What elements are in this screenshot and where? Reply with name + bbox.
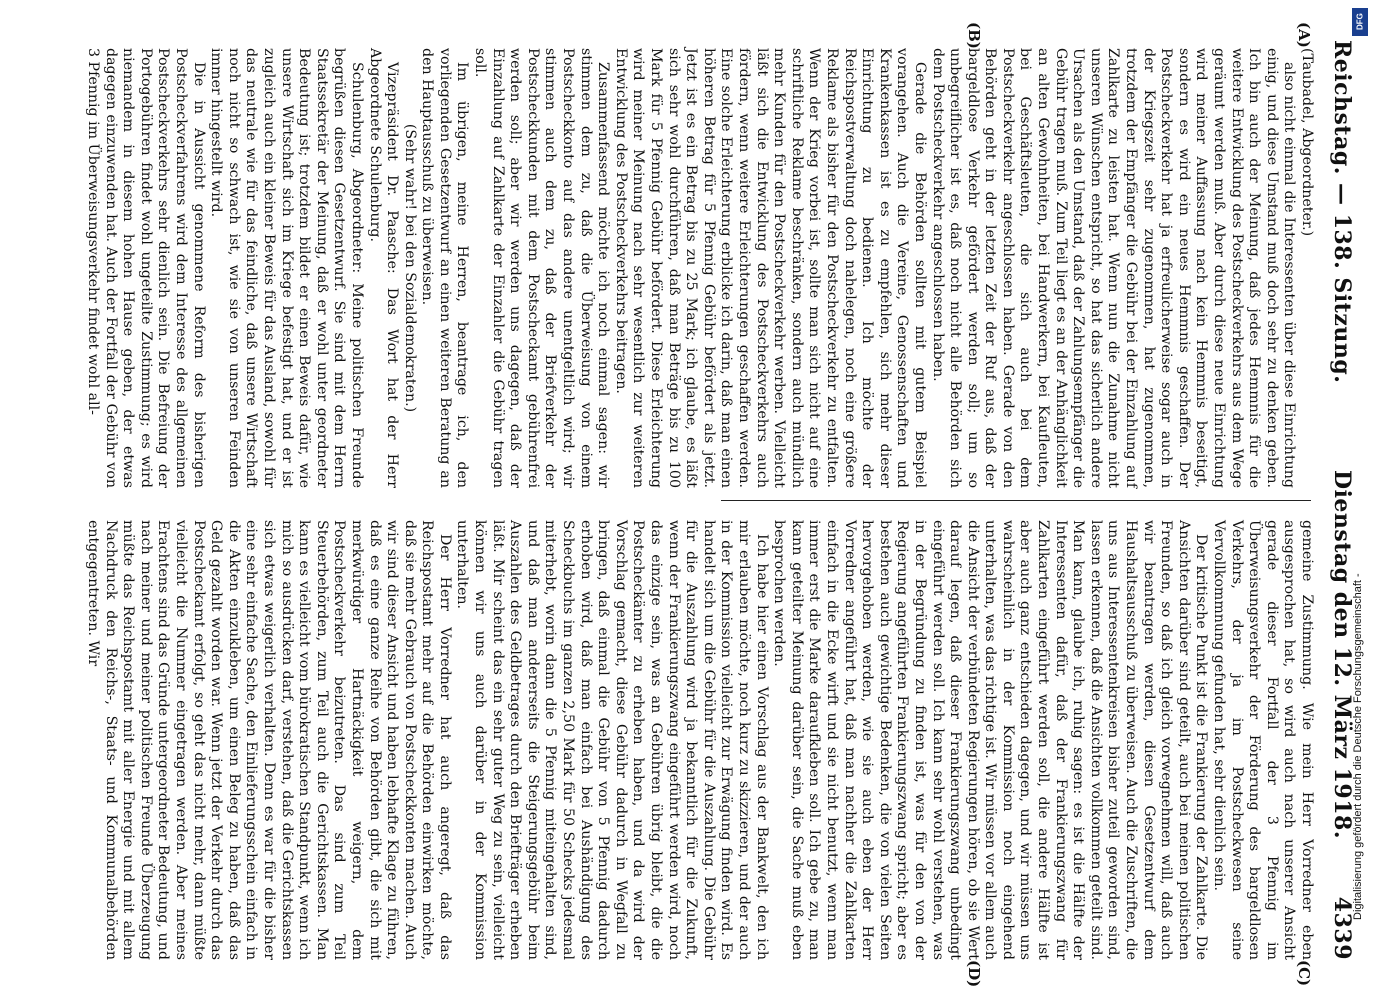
paragraph: Gerade die Behörden sollten mit gutem Beispiel vorangehen. Auch die Vereine, Genossenschaften und Krankenkassen ist es zu empfehlen, sich mehr dieser Einrichtung zu bedienen. Ich möchte der Reichspostverwaltung doch nahelegen, noch eine größere Reklame als bisher für den Postscheckverkehr zu entfalten. Wenn der Krieg vorbei ist, sollte man sich nicht auf eine schriftliche Reklame beschränken, sondern auch mündlich mehr Kunden für den Postscheckverkehr werben. Vielleicht läßt sich die Entwicklung des Postscheckverkehrs auch fördern, wenn weitere Erleichterungen geschaffen werden. Eine solche Erleichterung erblicke ich darin, daß man einen höheren Betrag für 5 Pfennig Gebühr befördert als jetzt. Jetzt ist es ein Betrag bis zu 25 Mark; ich glaube, es läßt sich sehr wohl durchführen, daß man Beträge bis zu 100 Mark für 5 Pfennig Gebühr befördert. Diese Erleichterung wird meiner Meinung nach sehr wesentlich zur weiteren Entwicklung des Postscheckverkehrs beitragen. bbox=[612, 48, 928, 488]
digitization-credit: Digitalisierung gefördert durch die Deutsche Forschungsgemeinschaft - bbox=[1352, 573, 1364, 920]
margin-marker-a: (A) bbox=[1295, 22, 1313, 48]
paragraph: Zusammenfassend möchte ich noch einmal sagen: wir stimmen dem zu, daß die Überweisung von einem Postscheckkonto auf das andere unentgeltlich wird; wir stimmen auch dem zu, daß der Briefverkehr der Postscheckkunden mit dem Postscheckamt gebührenfrei werden soll; aber wir werden uns dagegen, daß der Einzahlung auf Zahlkarte der Einzahler die Gebühr tragen soll. bbox=[472, 48, 612, 488]
column-divider bbox=[721, 500, 1311, 501]
margin-marker-b: (B) bbox=[965, 22, 983, 49]
header-left: Reichstag. — 138. Sitzung. bbox=[1329, 40, 1355, 384]
paragraph: Vizepräsident Dr. Paasche: Das Wort hat der Herr Abgeordnete Schulenburg. bbox=[366, 48, 401, 488]
left-column bbox=[85, 48, 1315, 488]
interjection: (Sehr wahr! bei den Sozialdemokraten.) bbox=[401, 123, 418, 413]
margin-marker-d: (D) bbox=[965, 960, 983, 988]
paragraph: Der kritische Punkt ist die Frankierung der Zahlkarte. Die Ansichten darüber sind geteilt, auch bei meinen politischen Freunden, so daß ich gleich vorwegnehmen will, daß auch wir beantragen werden, diesen Gesetzentwurf dem Haushaltsausschuß zu überweisen. Auch die Zuschriften, die uns aus Interessentenkreisen bisher zuteil geworden sind, lassen erkennen, daß die Ansichten vollkommen geteilt sind. Man kann, glaube ich, ruhig sagen: es ist die Hälfte der Interessenten dafür, daß der Frankierungszwang für Zahlkarten eingeführt werden soll, die andere Hälfte ist aber auch ganz entschieden dagegen, und wir müssen uns wahrscheinlich in der Kommission noch eingehend unterhalten, was das richtige ist. Wir müssen vor allem auch die Ansicht der verbündeten Regierungen hören, ob sie Wert darauf legen, daß dieser Frankierungszwang unbedingt eingeführt werden soll. Ich kann sehr wohl verstehen, was in der Begründung zu finden ist, was für den von der Regierung angeführten Frankierungszwang spricht; aber es bestehen auch gewichtige Bedenken, die von vielen Seiten hervorgehoben werden, wie sie auch eben der Herr Vorredner angeführt hat, daß man nachher die Zahlkarten einfach in die Ecke wirft und sie nicht benutzt, wenn man immer erst die Marke daraufkleben soll. Ich gebe zu, man kann geteilter Meinung darüber sein, die Sache muß eben besprochen werden. bbox=[771, 520, 1210, 960]
paragraph: Schulenburg, Abgeordneter: Meine politischen Freunde begrüßen diesen Gesetzentwurf. Sie sind mit dem Herrn Staatssekretär der Meinung, daß er wohl unter geordneter Bedeutung ist; trotzdem bildet er einen Beweis dafür, wie unsere Wirtschaft sich im Kriege befestigt hat, und er ist zugleich auch ein kleiner Beweis für das Ausland, sowohl für das neutrale wie für das feindliche, daß unsere Wirtschaft noch nicht so schwach ist, wie sie von unseren Feinden immer hingestellt wird. bbox=[208, 48, 365, 488]
speaker-line: (Taubadel, Abgeordneter.) bbox=[1299, 48, 1315, 237]
paragraph: also nicht einmal die Interessenten über diese Einrichtung einig, und diese Umstand muß doch sehr zu denken geben. Ich bin auch der Meinung, daß jedes Hemmnis für die weitere Entwicklung des Postscheckverkehrs aus dem Wege geräumt werden muß. Aber durch diese neue Einrichtung wird meiner Auffassung nach kein Hemmnis beseitigt, sondern es wird ein neues Hemmnis geschaffen. Der Postscheckverkehr hat ja erfreulicherweise sogar auch in der Kriegszeit sehr zugenommen, hat zugenommen, trotzdem der Empfänger die Gebühr bei der Einzahlung auf Zahlkarte zu leisten hat. Wenn nun die Zunahme nicht unseren Wünschen entspricht, so hat das sicherlich andere Ursachen als den Umstand, daß der Zahlungsempfänger die Gebühr tragen muß. Zum Teil liegt es an der Anhänglichkeit an alten Gewohnheiten, bei Handwerkern, bei Kaufleuten, bei Geschäftsleuten, die sich auch bei dem Postscheckverkehr angeschlossen haben. Gerade von den Behörden geht in der letzten Zeit der Ruf aus, daß der bargeldlose Verkehr gefördert werden soll; um so unbegreiflicher ist es, daß noch nicht alle Behörden sich dem Postscheckverkehr angeschlossen haben. bbox=[929, 48, 1298, 488]
paragraph: Die in Aussicht genommene Reform des bisherigen Postscheckverfahrens wird dem Interesse des allgemeinen Postscheckverkehrs sehr dienlich sein. Die Befreiung der Portogebühren findet wohl ungeteilte Zustimmung; es wird niemandem in diesem hohen Hause geben, der etwas dagegen einzuwenden hat. Auch der Fortfall der Gebühr von 3 Pfennig im Überweisungsverkehr findet wohl all- bbox=[85, 48, 207, 488]
paragraph: gemeine Zustimmung. Wie mein Herr Vorredner eben ausgesprochen hat, so wird auch nach unserer Ansicht gerade dieser Fortfall der 3 Pfennig im Überweisungsverkehr der Förderung des bargeldlosen Verkehrs, der ja im Postscheckwesen seine Vervollkommnung gefunden hat, sehr dienlich sein. bbox=[1211, 520, 1315, 960]
right-column bbox=[85, 520, 1315, 960]
dfg-logo: DFG bbox=[1352, 8, 1368, 36]
margin-marker-c: (C) bbox=[1295, 960, 1313, 987]
page-number: 4339 bbox=[1329, 896, 1355, 960]
paragraph: Der Herr Vorredner hat auch angeregt, daß das Reichspostamt mehr auf die Behörden einwirken möchte, daß sie mehr Gebrauch von Postscheckkonten machen. Auch wir sind dieser Ansicht und haben lebhafte Klage zu führen, daß es eine ganze Reihe von Behörden gibt, die sich mit merkwürdiger Hartnäckigkeit weigern, dem Postscheckverkehr beizutreten. Das sind zum Teil Steuerbehörden, zum Teil auch die Gerichtskassen. Man kann es vielleicht vom bürokratischen Standpunkt, wenn ich mich so ausdrücken darf, verstehen, daß die Gerichtskassen sich etwas weigerlich verhalten. Denn es war für die bisher eine sehr einfache Sache, den Einlieferungsschein einfach in die Akten einzukleben, um einen Beleg zu haben, daß das Geld gezahlt worden war. Wenn jetzt der Verkehr durch das Postscheckamt erfolgt, so geht das nicht mehr, dann müßte vielleicht die Nummer eingetragen werden. Aber meines Erachtens sind das Gründe untergeordneter Bedeutung, und nach meiner und meiner politischen Freunde Überzeugung müßte das Reichspostamt mit aller Energie und mit allem Nachdruck den Reichs-, Staats- und Kommunalbehörden entgegentreten. Wir bbox=[85, 520, 453, 960]
paragraph: Ich habe hier einen Vorschlag aus der Bankwelt, den ich mir erlauben möchte, noch kurz zu skizzieren, und der auch in der Kommission vielleicht zur Erwägung finden wird. Es handelt sich um die Gebühr für die Auszahlung. Die Gebühr für die Auszahlung wird ja bekanntlich für die Zukunft, wenn der Frankierungszwang eingeführt werden wird, noch das einzige sein, was an Gebühren übrig bleibt, die die Postscheckämter zu erheben haben, und da wird der Vorschlag gemacht, diese Gebühr dadurch in Wegfall zu bringen, daß einmal die Gebühr von 5 Pfennig dadurch erhoben wird, daß man einfach bei Aushändigung des Scheckbuchs im ganzen 2,50 Mark für 50 Schecks jedesmal miterhebt, worin dann die 5 Pfennig miteingehalten sind, und daß man andererseits die Steigerungsgebühr beim Auszahlen des Geldbetrages durch den Briefträger erheben läßt. Mir scheint das ein sehr guter Weg zu sein, vielleicht können wir uns auch darüber in der Kommission unterhalten. bbox=[454, 520, 770, 960]
header-date: Dienstag den 12. März 1918. bbox=[1329, 470, 1355, 839]
paragraph: Im übrigen, meine Herren, beantrage ich, den vorliegenden Gesetzentwurf an einen weiteren Beratung an den Hauptausschuß zu überweisen. bbox=[419, 48, 471, 488]
